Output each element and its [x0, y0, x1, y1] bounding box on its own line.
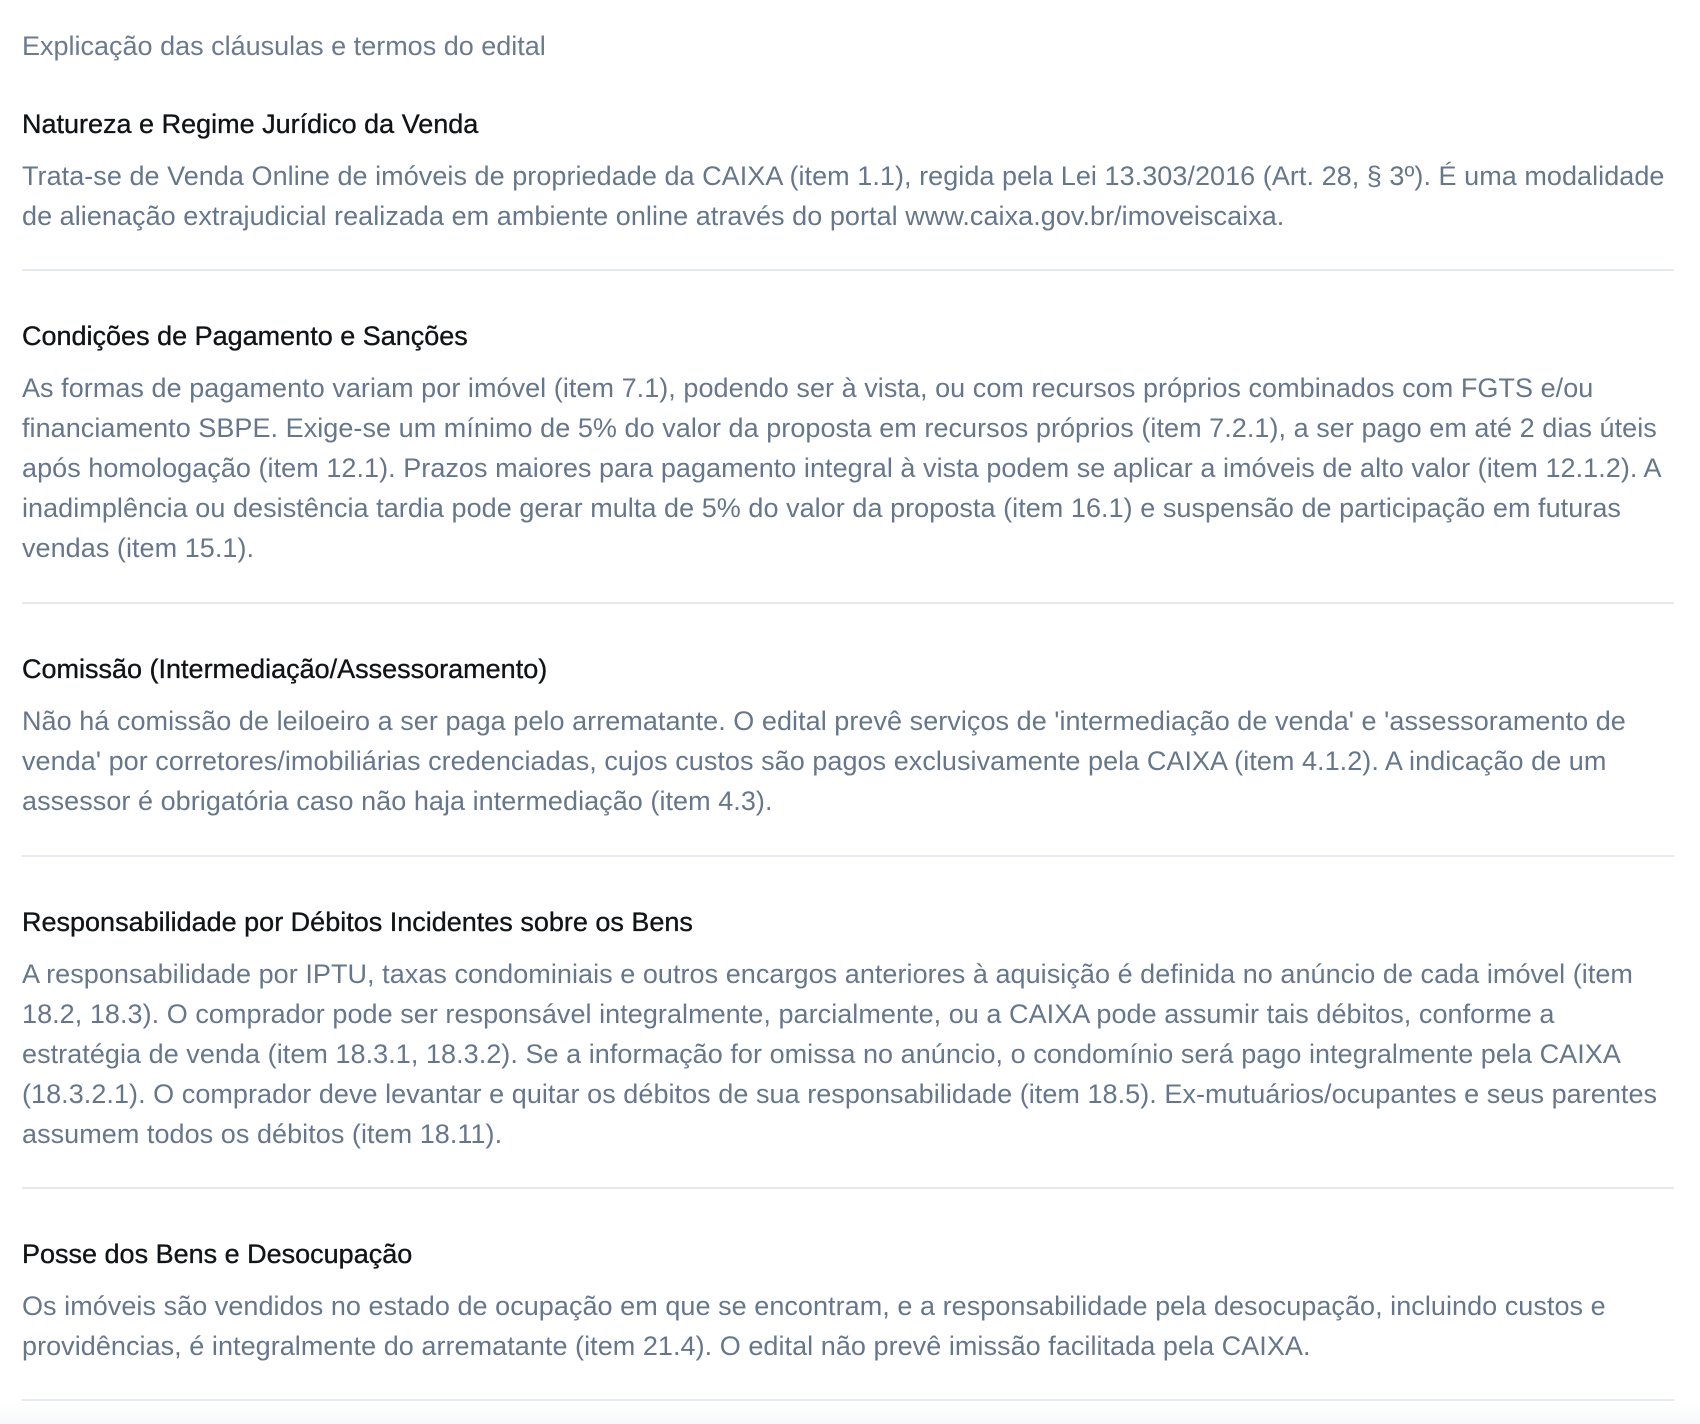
clause-title: Natureza e Regime Jurídico da Venda: [22, 109, 479, 139]
clauses-list: [22, 106, 1674, 1401]
clause-title: Condições de Pagamento e Sanções: [22, 321, 468, 351]
clause-title: Responsabilidade por Débitos Incidentes sobre os Bens: [22, 907, 693, 937]
clause-body: Não há comissão de leiloeiro a ser paga pelo arrematante. O edital prevê serviços de 'intermediação de venda' e 'assessoramento de venda' por corretores/imobiliárias credenciadas, cujos custos são pagos exclusivamente pela CAIXA (item 4.1.2). A indicação de um assessor é obrigatória caso não haja intermediação (item 4.3).: [22, 706, 1626, 816]
bottom-fade: [0, 1402, 1700, 1424]
clause-section: [22, 271, 1674, 604]
clause-section: [22, 106, 1674, 271]
clause-section: [22, 857, 1674, 1189]
clause-body: Os imóveis são vendidos no estado de ocupação em que se encontram, e a responsabilidade pela desocupação, incluindo custos e providências, é integralmente do arrematante (item 21.4). O edital não prevê imissão facilitada pela CAIXA.: [22, 1291, 1606, 1361]
panel-subtitle: Explicação das cláusulas e termos do edital: [22, 31, 546, 61]
clause-body: Trata-se de Venda Online de imóveis de propriedade da CAIXA (item 1.1), regida pela Lei 13.303/2016 (Art. 28, § 3º). É uma modalidade de alienação extrajudicial realizada em ambiente online através do portal www.caixa.gov.br/imoveiscaixa.: [22, 161, 1665, 231]
clause-title: Posse dos Bens e Desocupação: [22, 1239, 413, 1269]
clause-body: As formas de pagamento variam por imóvel (item 7.1), podendo ser à vista, ou com recursos próprios combinados com FGTS e/ou financiamento SBPE. Exige-se um mínimo de 5% do valor da proposta em recursos próprios (item 7.2.1), a ser pago em até 2 dias úteis após homologação (item 12.1). Prazos maiores para pagamento integral à vista podem se aplicar a imóveis de alto valor (item 12.1.2). A inadimplência ou desistência tardia pode gerar multa de 5% do valor da proposta (item 16.1) e suspensão de participação em futuras vendas (item 15.1).: [22, 373, 1661, 563]
clause-section: [22, 604, 1674, 857]
clause-section: [22, 1189, 1674, 1401]
clause-body: A responsabilidade por IPTU, taxas condominiais e outros encargos anteriores à aquisição é definida no anúncio de cada imóvel (item 18.2, 18.3). O comprador pode ser responsável integralmente, parcialmente, ou a CAIXA pode assumir tais débitos, conforme a estratégia de venda (item 18.3.1, 18.3.2). Se a informação for omissa no anúncio, o condomínio será pago integralmente pela CAIXA (18.3.2.1). O comprador deve levantar e quitar os débitos de sua responsabilidade (item 18.5). Ex-mutuários/ocupantes e seus parentes assumem todos os débitos (item 18.11).: [22, 959, 1658, 1149]
clause-title: Comissão (Intermediação/Assessoramento): [22, 654, 548, 684]
